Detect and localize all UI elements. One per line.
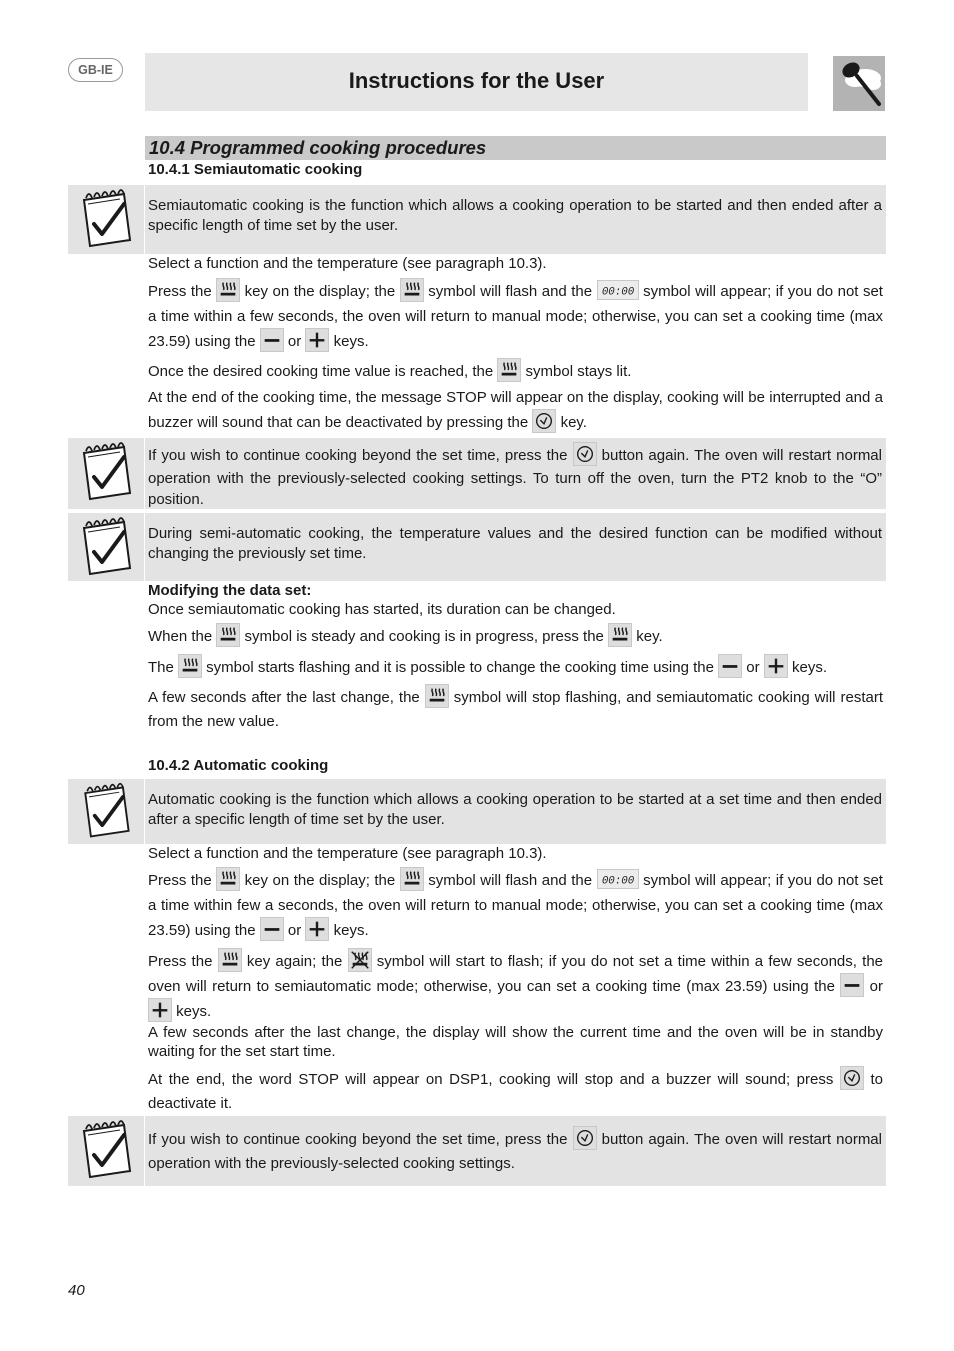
minus-key-icon [718,654,742,678]
note-box [145,513,886,581]
paragraph: Press the key on the display; the symbol will flash and the 00:00 symbol will appear; if you do not set a time within a few seconds, the oven will return to manual mode; otherwise, you can set a cooking time (max 23.59) using the or keys. [148,279,883,354]
header-bar [145,53,808,111]
note-icon-box [68,185,144,254]
notepad-check-icon [68,185,144,254]
heat-key-icon [218,948,242,972]
plus-key-icon [305,917,329,941]
note-text: If you wish to continue cooking beyond the set time, press the button again. The oven will restart normal operation with the previously-selected cooking settings. To turn off the oven, turn the PT2 knob to the “O” position. [148,444,882,510]
clock-key-icon [573,442,597,466]
notepad-check-icon [68,513,144,582]
heat-symbol-icon [425,684,449,708]
paragraph: Once the desired cooking time value is reached, the symbol stays lit. [148,360,883,384]
heat-key-icon [216,278,240,302]
note-box [145,438,886,509]
notepad-check-icon [68,1116,144,1185]
paragraph: Select a function and the temperature (see paragraph 10.3). [148,845,547,862]
plus-key-icon [148,998,172,1022]
note-box [145,185,886,254]
note-icon-box [68,779,144,844]
paragraph: A few seconds after the last change, the symbol will stop flashing, and semiautomatic cooking will restart from the new value. [148,686,883,734]
paragraph: At the end, the word STOP will appear on DSP1, cooking will stop and a buzzer will sound; press to deactivate it. [148,1068,883,1116]
time-display-icon [597,280,639,300]
page-number: 40 [68,1282,85,1299]
heat-symbol-icon [400,278,424,302]
chef-logo-icon [833,56,885,111]
heat-key-icon [216,867,240,891]
svg-text:00:00: 00:00 [601,875,634,888]
note-text: If you wish to continue cooking beyond the set time, press the button again. The oven will restart normal operation with the previously-selected cooking settings. [148,1128,882,1175]
heat-symbol-icon [400,867,424,891]
plus-key-icon [305,328,329,352]
automatic-heading: 10.4.2 Automatic cooking [148,757,329,774]
note-icon-box [68,513,144,581]
minus-key-icon [260,917,284,941]
note-icon-box [68,1116,144,1186]
modify-heading: Modifying the data set: [148,582,312,599]
heat-key-icon [608,623,632,647]
paragraph: Once semiautomatic cooking has started, its duration can be changed. [148,601,616,618]
time-display-icon [597,869,639,889]
paragraph: A few seconds after the last change, the display will show the current time and the oven will be in standby waiting for the set start time. [148,1024,883,1060]
note-text: Automatic cooking is the function which allows a cooking operation to be started at a set time and then ended after a specific length of time set by the user. [148,791,882,828]
paragraph: At the end of the cooking time, the message STOP will appear on the display, cooking will be interrupted and a buzzer will sound that can be deactivated by pressing the key. [148,385,883,435]
semiautomatic-heading: 10.4.1 Semiautomatic cooking [148,161,363,178]
paragraph: Press the key on the display; the symbol will flash and the 00:00 symbol will appear; if you do not set a time within few a seconds, the oven will return to manual mode; otherwise, you can set a cooking time (max 23.59) using the or keys. [148,868,883,943]
note-box [145,779,886,844]
paragraph: When the symbol is steady and cooking is in progress, press the key. [148,625,883,649]
note-text: Semiautomatic cooking is the function which allows a cooking operation to be started and then ended after a specific length of time set by the user. [148,197,882,234]
minus-key-icon [840,973,864,997]
clock-key-icon [840,1066,864,1090]
plus-key-icon [764,654,788,678]
paragraph: The symbol starts flashing and it is possible to change the cooking time using the or keys. [148,656,883,680]
note-text: During semi-automatic cooking, the temperature values and the desired function can be modified without changing the previously set time. [148,525,882,562]
section-title-bar [145,136,886,160]
paragraph: Press the key again; the symbol will start to flash; if you do not set a time within a few seconds, the oven will return to semiautomatic mode; otherwise, you can set a cooking time (max 23.59) using the or keys. [148,949,883,1024]
svg-text:00:00: 00:00 [601,286,634,299]
heat-symbol-icon [497,358,521,382]
clock-key-icon [573,1126,597,1150]
heat-crossed-symbol-icon [348,948,372,972]
notepad-check-icon [68,779,144,844]
heat-symbol-icon [216,623,240,647]
note-icon-box [68,438,144,509]
paragraph: Select a function and the temperature (see paragraph 10.3). [148,255,547,272]
notepad-check-icon [68,438,144,507]
section-title: 10.4 Programmed cooking procedures [149,137,487,158]
minus-key-icon [260,328,284,352]
note-box [145,1116,886,1186]
clock-key-icon [532,409,556,433]
language-badge: GB-IE [68,58,123,82]
heat-symbol-icon [178,654,202,678]
page-title: Instructions for the User [348,68,605,93]
